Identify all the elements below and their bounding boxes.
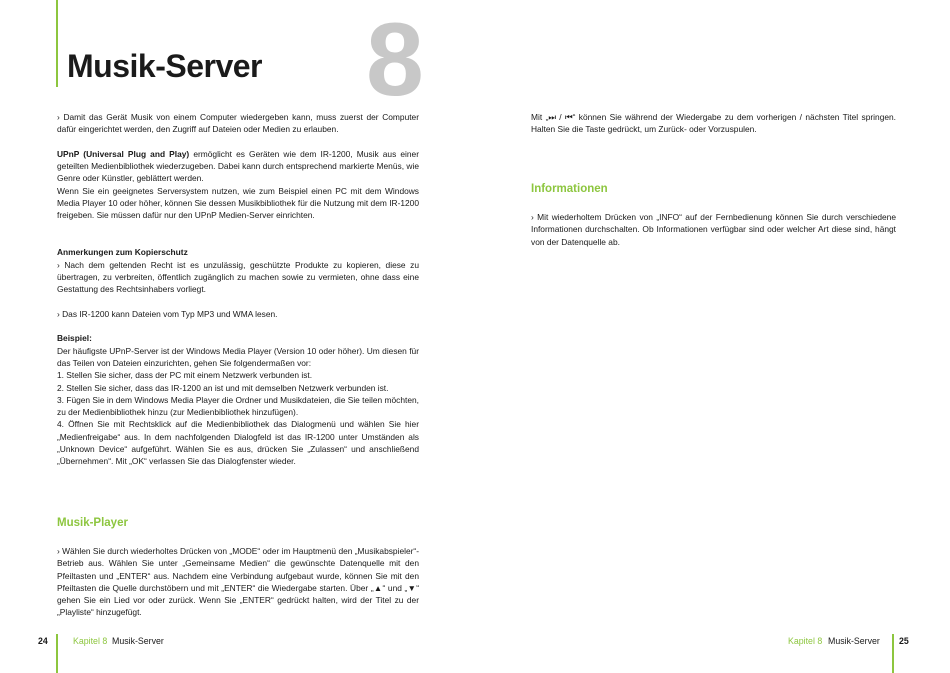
skip-paragraph: Mit „⏭ / ⏮“ können Sie während der Wiedergabe zu dem vorherigen / nächsten Titel springen. Halten Sie die Taste gedrückt, um Zurück- oder Vorzuspulen. xyxy=(531,112,896,135)
left-column xyxy=(57,111,419,468)
left-footer-section: Musik-Server xyxy=(112,636,164,646)
information-column xyxy=(531,211,896,248)
copy-protection-heading-text: Anmerkungen zum Kopierschutz xyxy=(57,247,188,258)
upnp-text: ermöglicht es Geräten wie dem IR-1200, Musik aus einer geteilten Medienbibliothek wiederzugeben. Dabei kann durch entsprechend markierte Menüs, wie Genre oder Künstler, geblättert werden. xyxy=(57,148,419,184)
step-1: 1. Stellen Sie sicher, dass der PC mit einem Netzwerk verbunden ist. xyxy=(57,370,313,381)
step-3: 3. Fügen Sie in dem Windows Media Player die Ordner und Musikdateien, die Sie teilen möchten, zu der Medienbibliothek hinzu (zur Medienbibliothek hinzufügen). xyxy=(57,394,419,418)
formats-paragraph: › Das IR-1200 kann Dateien vom Typ MP3 und WMA lesen. xyxy=(57,308,278,319)
information-heading: Informationen xyxy=(531,183,608,195)
right-column xyxy=(531,111,896,136)
intro-paragraph: › Damit das Gerät Musik von einem Computer wiedergeben kann, muss zuerst der Computer dafür eingerichtet werden, den Zugriff auf Dateien oder Medien zu erlauben. xyxy=(57,112,419,135)
step-4: 4. Öffnen Sie mit Rechtsklick auf die Medienbibliothek das Dialogmenü und wählen Sie hier „Medienfreigabe“ aus. In dem nachfolgenden Dialogfeld ist das IR-1200 unter Umständen als „Unknown Device“ aufgeführt. Wählen Sie es aus, drücken Sie „Zulassen“ und anschließend „Übernehmen“. Mit „OK“ verlassen Sie das Dialogfenster wieder. xyxy=(57,419,419,467)
music-player-heading: Musik-Player xyxy=(57,517,128,529)
server-paragraph: Wenn Sie ein geeignetes Serversystem nutzen, wie zum Beispiel einen PC mit dem Windows Media Player 10 oder höher, können Sie dessen Musikbibliothek für die Nutzung mit dem IR-1200 freigeben. Sie müssen dafür nur den UPnP Medien-Server einrichten. xyxy=(57,185,419,221)
upnp-term: UPnP (Universal Plug and Play) xyxy=(57,148,190,159)
music-player-column xyxy=(57,545,419,619)
left-page-number: 24 xyxy=(38,636,48,646)
right-page-number: 25 xyxy=(899,636,909,646)
upnp-paragraph xyxy=(57,148,419,185)
information-text: › Mit wiederholtem Drücken von „INFO“ auf der Fernbedienung können Sie durch verschiedene Informationen durchschalten. Ob Informationen verfügbar sind oder welcher Art diese sind, hängt von der Datenquelle ab. xyxy=(531,212,896,247)
page-title: Musik-Server xyxy=(67,48,262,84)
example-heading xyxy=(57,332,419,344)
chapter-number: 8 xyxy=(366,2,424,118)
right-footer-chapter: Kapitel 8 xyxy=(788,636,823,646)
copy-protection-text: › Nach dem geltenden Recht ist es unzulässig, geschützte Produkte zu kopieren, diese zu übertragen, zu verbreiten, öffentlich zugänglich zu machen sowie zu vermieten, ohne dass eine Gestattung des Rechtsinhabers vorliegt. xyxy=(57,259,419,295)
left-footer-chapter: Kapitel 8 xyxy=(73,636,108,646)
title-accent-bar xyxy=(56,0,58,87)
example-heading-text: Beispiel: xyxy=(57,333,92,344)
step-2: 2. Stellen Sie sicher, dass das IR-1200 an ist und mit demselben Netzwerk verbunden ist. xyxy=(57,382,389,393)
example-intro: Der häufigste UPnP-Server ist der Windows Media Player (Version 10 oder höher). Um diesen für das Teilen von Dateien einzurichten, gehen Sie folgendermaßen vor: xyxy=(57,345,419,368)
copy-protection-heading xyxy=(57,246,419,258)
footer-right-bar xyxy=(892,634,894,673)
music-player-text: › Wählen Sie durch wiederholtes Drücken von „MODE“ oder im Hauptmenü den „Musikabspieler“-Betrieb aus. Wählen Sie unter „Gemeinsame Medien“ die gewünschte Datenquelle mit den Pfeiltasten und „ENTER“ aus. Nachdem eine Verbindung aufgebaut wurde, können Sie mit den Pfeiltasten die Quelle durchstöbern und mit „ENTER“ die Wiedergabe starten. Über „▲“ und „▼“ gehen Sie ein Lied vor oder zurück. Wenn Sie „ENTER“ gedrückt halten, wird der Titel zu der „Playliste“ hinzugefügt. xyxy=(57,546,419,618)
right-footer-section: Musik-Server xyxy=(828,636,880,646)
footer-left-bar xyxy=(56,634,58,673)
